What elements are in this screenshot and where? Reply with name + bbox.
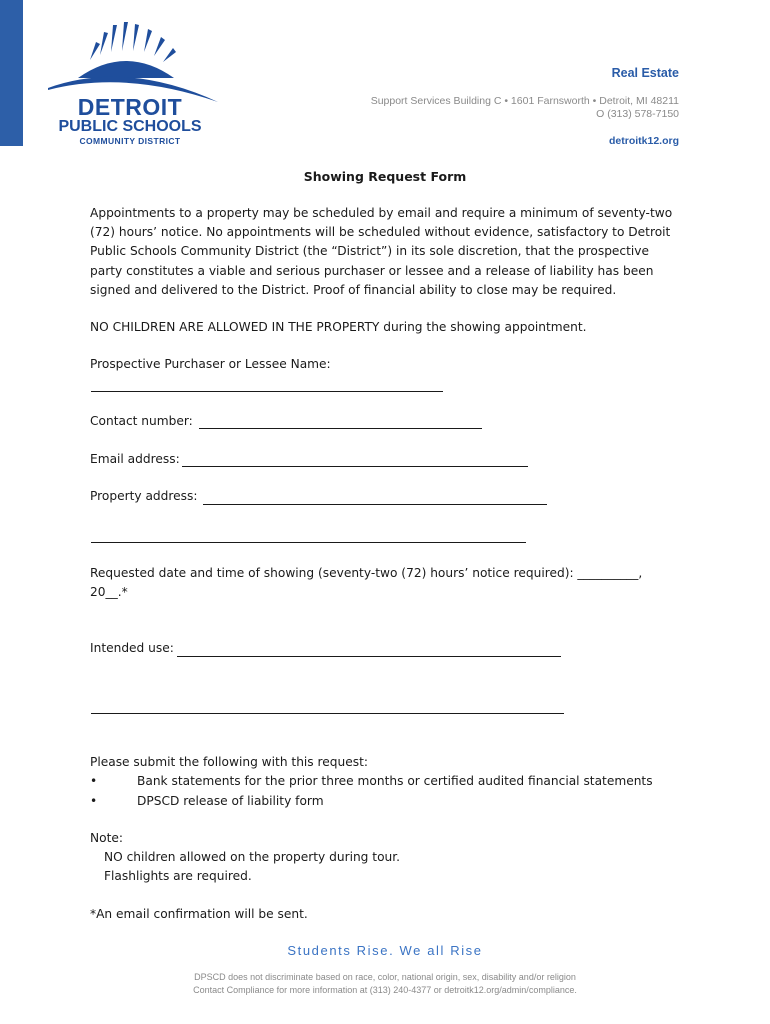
- date-field-year: 20__.*: [90, 585, 128, 599]
- office-address: Support Services Building C • 1601 Farnsworth • Detroit, MI 48211: [370, 95, 679, 107]
- logo-text-public-schools: PUBLIC SCHOOLS: [58, 118, 202, 135]
- submit-intro: Please submit the following with this request:: [90, 755, 368, 769]
- note-item: NO children allowed on the property during tour.: [104, 850, 401, 864]
- submit-item: Bank statements for the prior three months or certified audited financial statements: [137, 774, 653, 788]
- intro-paragraph: [90, 204, 690, 300]
- intro-line: (72) hours’ notice. No appointments will be scheduled without evidence, satisfactory to Detroit: [90, 225, 671, 240]
- left-edge-accent-bar: [0, 0, 23, 146]
- intended-use-line[interactable]: [177, 656, 561, 657]
- intro-line: party constitutes a viable and serious purchaser or lessee and a release of liability has been: [90, 263, 654, 278]
- property-field-label: Property address:: [90, 489, 198, 503]
- footer-motto: Students Rise. We all Rise: [287, 943, 483, 958]
- confirmation-note: *An email confirmation will be sent.: [90, 907, 308, 921]
- footer-compliance-contact: Contact Compliance for more information at (313) 240-4377 or detroitk12.org/admin/compliance.: [193, 985, 577, 995]
- intro-line: Public Schools Community District (the “District”) in its sole discretion, that the prospective: [90, 244, 650, 259]
- intended-use-line-2[interactable]: [91, 713, 564, 714]
- contact-field-line[interactable]: [199, 428, 482, 429]
- email-field-label: Email address:: [90, 452, 180, 466]
- submit-item: DPSCD release of liability form: [137, 794, 324, 808]
- note-label: Note:: [90, 831, 123, 845]
- contact-field-label: Contact number:: [90, 414, 193, 428]
- name-field-label: Prospective Purchaser or Lessee Name:: [90, 357, 331, 371]
- sunrise-emblem-icon: [40, 22, 230, 102]
- name-field-line[interactable]: [91, 391, 443, 392]
- property-field-line[interactable]: [203, 504, 547, 505]
- no-children-notice: NO CHILDREN ARE ALLOWED IN THE PROPERTY during the showing appointment.: [90, 320, 587, 334]
- bullet-icon: •: [90, 774, 98, 788]
- intro-line: signed and delivered to the District. Proof of financial ability to close may be required.: [90, 282, 617, 297]
- note-item: Flashlights are required.: [104, 869, 252, 883]
- department-title: Real Estate: [611, 66, 679, 80]
- form-title: Showing Request Form: [303, 169, 467, 184]
- logo-text-community-district: COMMUNITY DISTRICT: [79, 136, 181, 146]
- email-field-line[interactable]: [182, 466, 528, 467]
- bullet-icon: •: [90, 794, 98, 808]
- dpscd-logo: [40, 22, 230, 150]
- property-field-line-2[interactable]: [91, 542, 526, 543]
- footer-nondiscrimination: DPSCD does not discriminate based on race, color, national origin, sex, disability and/or religion: [194, 972, 576, 982]
- website-link[interactable]: detroitk12.org: [608, 135, 679, 147]
- intro-line: Appointments to a property may be scheduled by email and require a minimum of seventy-two: [90, 206, 673, 220]
- date-field-label: Requested date and time of showing (seventy-two (72) hours’ notice required): __________,: [90, 566, 643, 580]
- logo-text-detroit: DETROIT: [77, 94, 183, 120]
- office-phone: O (313) 578-7150: [596, 108, 679, 120]
- intended-use-label: Intended use:: [90, 641, 174, 655]
